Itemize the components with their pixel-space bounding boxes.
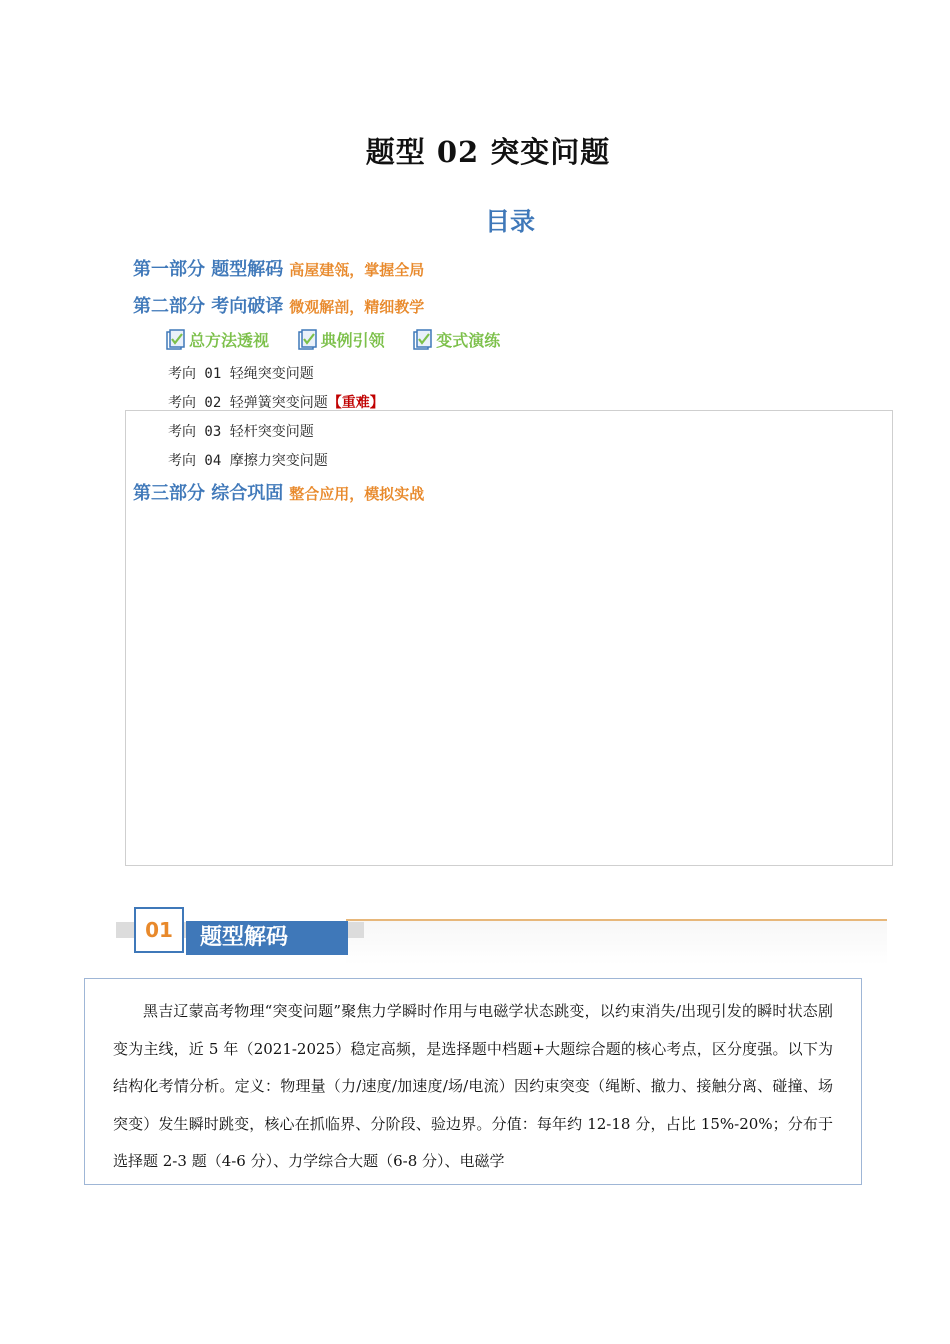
toc-item-2[interactable] bbox=[168, 392, 384, 412]
toc-tool-practice[interactable] bbox=[412, 328, 500, 351]
section-banner-rule bbox=[346, 919, 887, 921]
page-title: 题型 02 突变问题 bbox=[365, 135, 611, 169]
toc-tool-label: 变式演练 bbox=[436, 331, 501, 350]
section-intro-box bbox=[84, 978, 862, 1185]
toc-part-2-sub: 微观解剖，精细教学 bbox=[289, 298, 425, 316]
checklist-icon bbox=[297, 329, 319, 351]
toc-item-label: 考向 01 轻绳突变问题 bbox=[168, 366, 314, 382]
section-banner-label: 题型解码 bbox=[186, 921, 348, 955]
toc-part-1-sub: 高屋建瓴，掌握全局 bbox=[289, 261, 425, 279]
toc-part-1[interactable] bbox=[133, 255, 424, 281]
toc-item-label: 考向 02 轻弹簧突变问题 bbox=[168, 395, 328, 411]
toc-part-3-sub: 整合应用，模拟实战 bbox=[289, 485, 425, 503]
difficulty-tag: 【重难】 bbox=[327, 395, 384, 411]
toc-part-3-name: 第三部分 综合巩固 bbox=[133, 483, 284, 504]
checklist-icon bbox=[412, 329, 434, 351]
toc-tool-label: 典例引领 bbox=[320, 331, 385, 350]
toc-part-2-name: 第二部分 考向破译 bbox=[133, 296, 284, 317]
toc-heading: 目录 bbox=[484, 207, 535, 236]
toc-tool-label: 总方法透视 bbox=[189, 331, 270, 350]
toc-item-label: 考向 04 摩擦力突变问题 bbox=[168, 453, 328, 469]
toc-item-1[interactable] bbox=[168, 363, 314, 383]
toc-tool-example[interactable] bbox=[297, 328, 385, 351]
toc-tools bbox=[165, 328, 522, 355]
toc-tool-method[interactable] bbox=[165, 328, 269, 351]
section-banner-shade bbox=[346, 921, 887, 965]
toc-part-3[interactable] bbox=[133, 479, 424, 505]
toc-item-label: 考向 03 轻杆突变问题 bbox=[168, 424, 314, 440]
checklist-icon bbox=[165, 329, 187, 351]
section-intro-text: 黑吉辽蒙高考物理“突变问题”聚焦力学瞬时作用与电磁学状态跳变，以约束消失/出现引发的瞬时状态剧变为主线，近 5 年（2021-2025）稳定高频，是选择题中档题+大题综合题的核心考点，区分度强。以下为结构化考情分析。定义：物理量（力/速度/加速度/场/电流）因约束突变（绳断、撤力、接触分离、碰撞、场突变）发生瞬时跳变，核心在抓临界、分阶段、验边界。分值：每年约 12-18 分，占比 15%-20%；分布于选择题 2-3 题（4-6 分）、力学综合大题（6-8 分）、电磁学 bbox=[113, 1002, 833, 1170]
toc-item-4[interactable] bbox=[168, 450, 328, 470]
toc-part-2[interactable] bbox=[133, 292, 424, 318]
toc-part-1-name: 第一部分 题型解码 bbox=[133, 259, 284, 280]
section-banner-number: 01 bbox=[134, 907, 184, 953]
toc-item-3[interactable] bbox=[168, 421, 314, 441]
